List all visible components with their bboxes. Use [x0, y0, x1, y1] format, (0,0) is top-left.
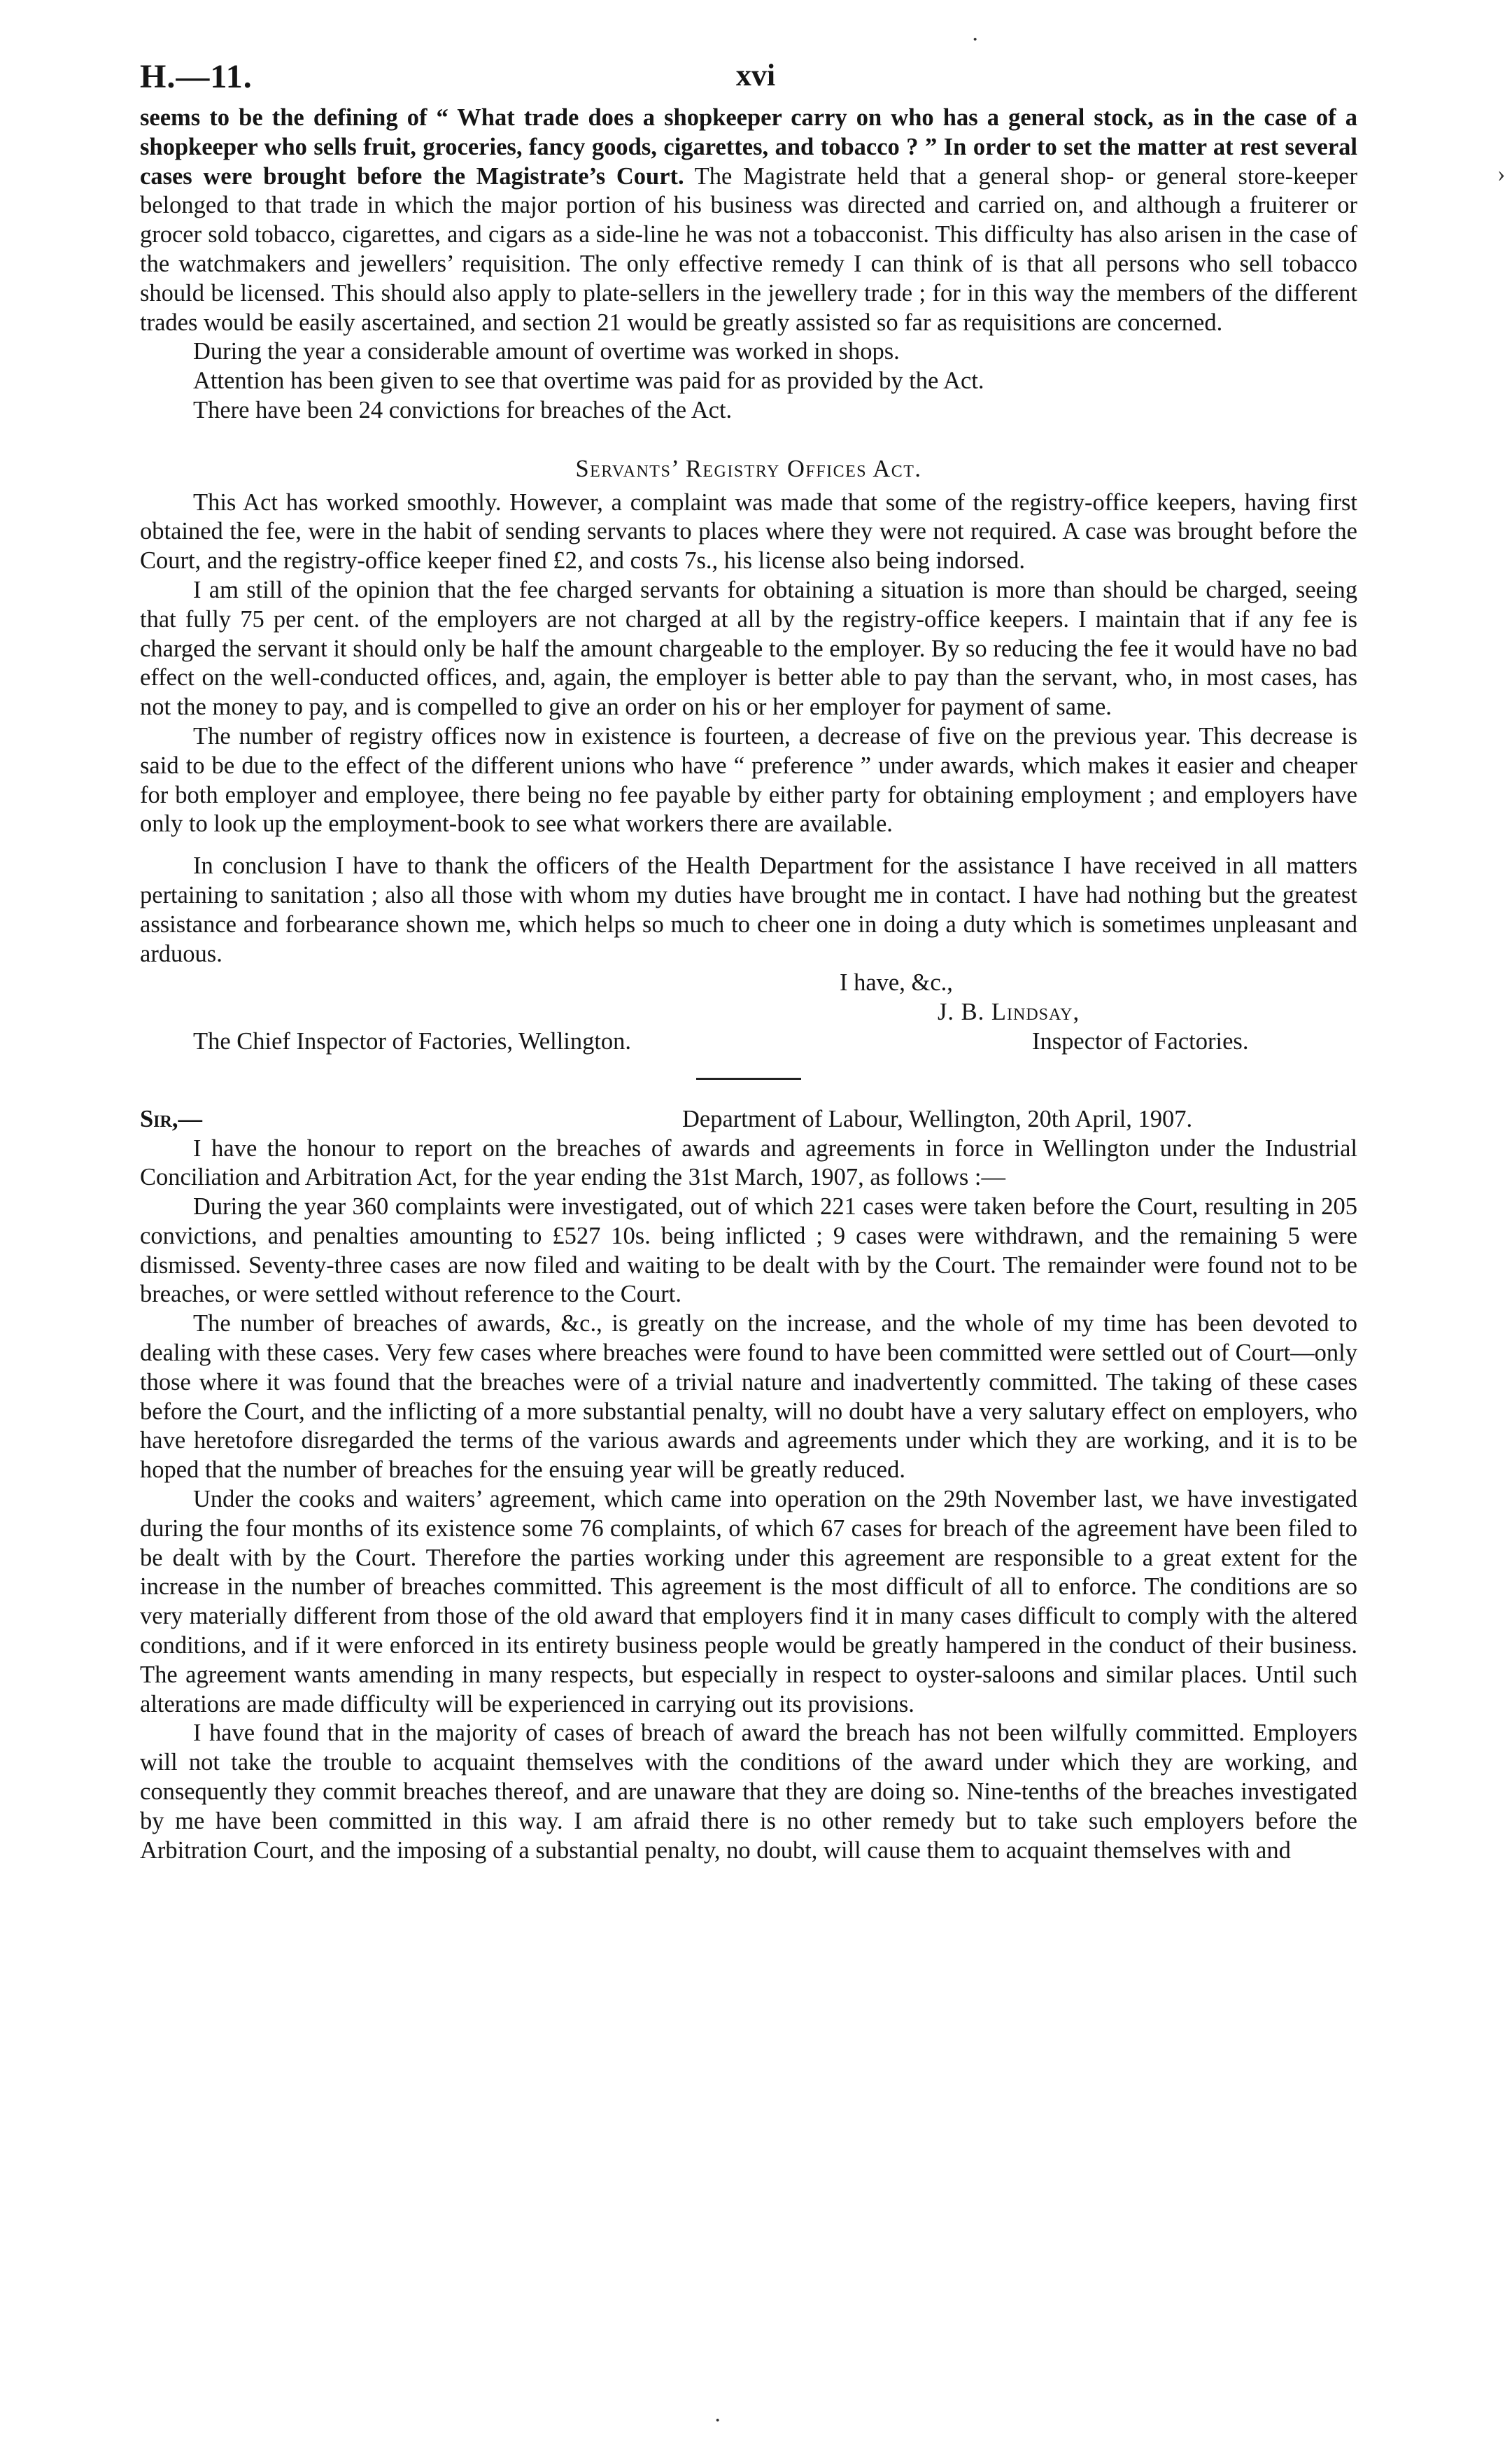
- letter-header: [140, 1105, 1357, 1134]
- signatory-name: J. B. Lindsay,: [938, 999, 1080, 1026]
- paragraph: In conclusion I have to thank the officers of the Health Department for the assistance I have received in all matters pertaining to sanitation ; also all those with whom my duties have brought me in contact. I have had nothing but the greatest assistance and forbearance shown me, which helps so much to cheer one in doing a duty which is sometimes unpleasant and arduous.: [140, 852, 1357, 967]
- section-heading: Servants’ Registry Offices Act.: [575, 455, 922, 482]
- paragraph: I have found that in the majority of cases of breach of award the breach has not been wilfully committed. Employers will not take the trouble to acquaint themselves with the conditions of the award under which they are working, and consequently they commit breaches thereof, and are unaware that they are doing so. Nine-tenths of the breaches investigated by me have been committed in this way. I am afraid there is no other remedy but to take such employers before the Arbitration Court, and the imposing of a substantial penalty, no doubt, will cause them to acquaint themselves with and: [140, 1720, 1357, 1864]
- section-divider: [696, 1078, 801, 1080]
- dateline: Department of Labour, Wellington, 20th April, 1907.: [682, 1105, 1193, 1132]
- paragraph: During the year 360 complaints were investigated, out of which 221 cases were taken before the Court, resulting in 205 convictions, and penalties amounting to £527 10s. being inflicted ; 9 cases were withdrawn, and the remaining 5 were dismissed. Seventy-three cases are now filed and waiting to be dealt with by the Court. The remainder were found not to be breaches, or were settled without reference to the Court.: [140, 1193, 1357, 1308]
- page-number: xvi: [735, 58, 776, 92]
- paragraph: I have the honour to report on the breaches of awards and agreements in force in Wellington under the Industrial Conciliation and Arbitration Act, for the year ending the 31st March, 1907, as follows :—: [140, 1134, 1357, 1191]
- signature-line: [140, 998, 1357, 1027]
- paragraph: [140, 104, 1357, 337]
- signature-line: [140, 969, 1357, 998]
- paragraph: The number of breaches of awards, &c., is greatly on the increase, and the whole of my time has been devoted to dealing with these cases. Very few cases where breaches were found to have been committed were settled out of Court—only those where it was found that the breaches were of a trivial nature and inadvertently committed. The taking of these cases before the Court, and the inflicting of a more substantial penalty, will no doubt have a very salutary effect on employers, who have heretofore disregarded the terms of the various awards and agreements under which they are working, and it is to be hoped that the number of breaches for the ensuing year will be greatly reduced.: [140, 1310, 1357, 1484]
- salutation: Sir,—: [140, 1105, 202, 1132]
- paragraph: There have been 24 convictions for breaches of the Act.: [193, 396, 733, 423]
- paragraph: I am still of the opinion that the fee charged servants for obtaining a situation is more than should be charged, seeing that fully 75 per cent. of the employers are not charged at all by the registry-office keepers. I maintain that if any fee is charged the servant it should only be half the amount chargeable to the employer. By so reducing the fee it would have no bad effect on the well-conducted offices, and, again, the employer is better able to pay than the servant, who, in most cases, has not the money to pay, and is compelled to give an order on his or her employer for payment of same.: [140, 576, 1357, 721]
- paragraph: This Act has worked smoothly. However, a complaint was made that some of the registry-office keepers, having first obtained the fee, were in the habit of sending servants to places where they were not required. A case was brought before the Court, and the registry-office keeper fined £2, and costs 7s., his license also being indorsed.: [140, 489, 1357, 575]
- report-code: H.—11.: [140, 58, 253, 95]
- paragraph: The number of registry offices now in existence is fourteen, a decrease of five on the previous year. This decrease is said to be due to the effect of the different unions who have “ preference ” under awards, which makes it easier and cheaper for both employer and employee, there being no fee payable by either party for obtaining employment ; and employers have only to look up the employment-book to see what workers there are available.: [140, 722, 1357, 838]
- document-body: [140, 104, 1357, 1865]
- paragraph: Attention has been given to see that overtime was paid for as provided by the Act.: [193, 367, 984, 395]
- signoff: I have, &c.,: [840, 969, 953, 997]
- address-line: [140, 1027, 1357, 1057]
- signatory-title: Inspector of Factories.: [1032, 1027, 1249, 1055]
- paragraph: During the year a considerable amount of overtime was worked in shops.: [193, 338, 900, 365]
- paragraph-run: The Magistrate held that a general shop- or general store-keeper belonged to that trade in which the major portion of his business was directed and carried on, and although a fruiterer or grocer sold tobacco, cigarettes, and cigars as a side-line he was not a tobacconist. This difficulty has also arisen in the case of the watchmakers and jewellers’ requisition. The only effective remedy I can think of is that all persons who sell tobacco should be licensed. This should also apply to plate-sellers in the jewellery trade ; for in this way the members of the different trades would be easily ascertained, and section 21 would be greatly assisted so far as requisitions are concerned.: [140, 162, 1357, 336]
- addressee: The Chief Inspector of Factories, Wellington.: [193, 1027, 632, 1055]
- paragraph-bold-run: seems to be the defining of “ What trade does a shopkeeper carry on who has a general stock, as in the case of a shopkeeper who sells fruit, groceries, fancy goods, cigarettes, and tobacco ? ” In order to set the matter at rest several cases were brought before the Magistrate’s Court.: [140, 104, 1357, 190]
- scan-mark: ·: [714, 2408, 722, 2433]
- paragraph: Under the cooks and waiters’ agreement, which came into operation on the 29th November last, we have investigated during the four months of its existence some 76 complaints, of which 67 cases for breach of the agreement have been filed to be dealt with by the Court. Therefore the parties working under this agreement are responsible to a great extent for the increase in the number of breaches committed. This agreement is the most difficult of all to enforce. The conditions are so very materially different from those of the old award that employers find it in many cases difficult to comply with the altered conditions, and if it were enforced in its entirety business people would be greatly hampered in the conduct of their business. The agreement wants amending in many respects, but especially in respect to oyster-saloons and similar places. Until such alterations are made difficulty will be experienced in carrying out its provisions.: [140, 1486, 1357, 1717]
- scan-mark: ›: [1497, 161, 1506, 187]
- scan-mark: ·: [971, 27, 980, 52]
